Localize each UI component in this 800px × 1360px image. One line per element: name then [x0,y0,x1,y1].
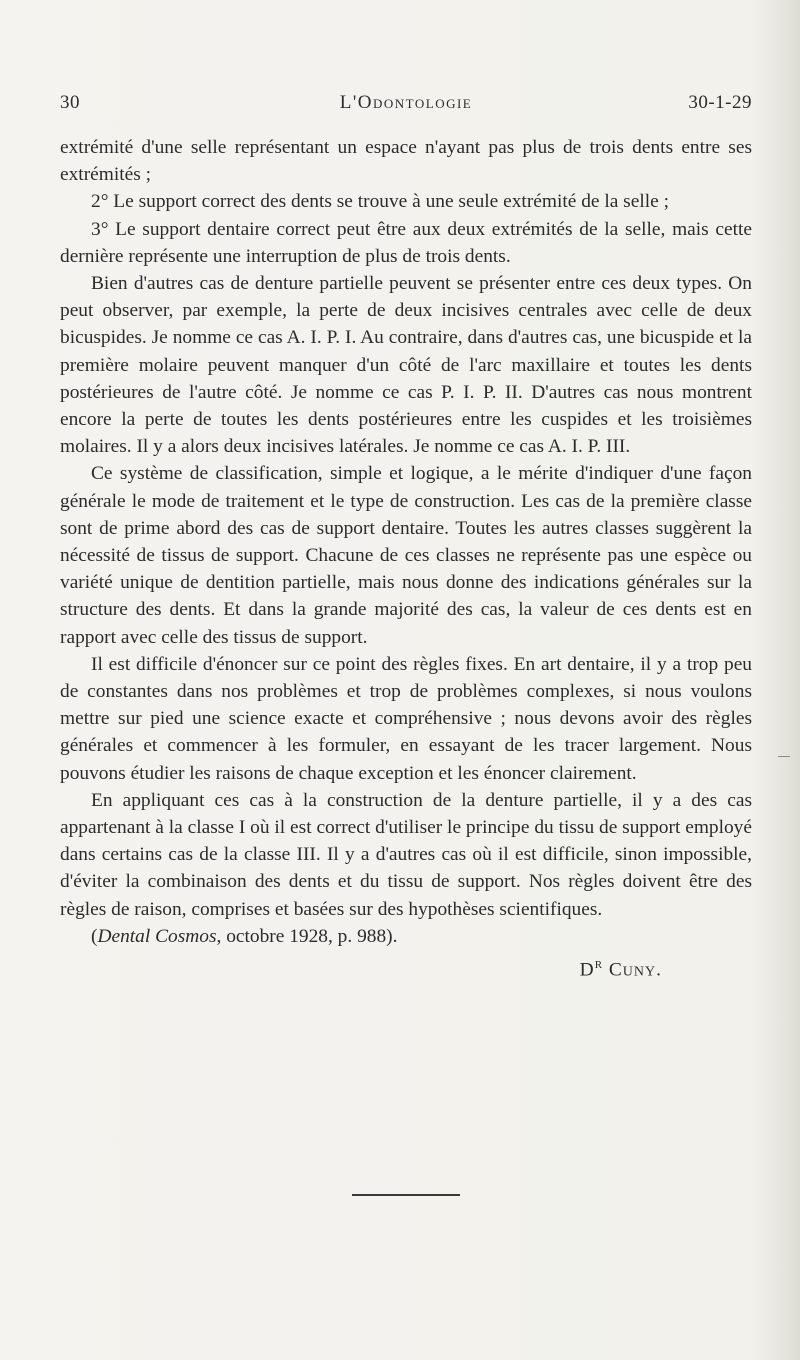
paragraph-rules: Il est difficile d'énoncer sur ce point des règles fixes. En art dentaire, il y a trop peu de constantes dans nos problèmes et trop de problèmes complexes, si nous voulons mettre sur pied une science exacte et compréhensive ; nous devons avoir des règles générales et commencer à les formuler, en essayant de les tracer largement. Nous pouvons étudier les raisons de chaque exception et les énoncer clairement. [60,653,752,784]
issue-date: 30-1-29 [688,92,752,113]
citation-open: ( [91,925,98,947]
citation-details: , octobre 1928, p. 988). [216,925,398,947]
citation-source: Dental Cosmos [97,925,217,947]
article-body [60,134,752,984]
paragraph-application: En appliquant ces cas à la construction de la denture partielle, il y a des cas appartenant à la classe I où il est correct d'utiliser le principe du tissu de support employé dans certains cas de la classe III. Il y a d'autres cas où il est difficile, sinon impossible, d'éviter la combinaison des dents et du tissu de support. Nos règles doivent être des règles de raison, comprises et basées sur des hypothèses scientifiques. [60,789,752,920]
author-signature [60,950,752,984]
paragraph-continuation: extrémité d'une selle représentant un espace n'ayant pas plus de trois dents entre ses extrémités ; [60,137,752,186]
paragraph-item-2: 2° Le support correct des dents se trouve à une seule extrémité de la selle ; [91,191,669,213]
signature-title: D [579,959,595,981]
citation [60,923,752,950]
signature-name: Cuny. [603,959,662,981]
end-rule [352,1194,460,1196]
paragraph-item-3: 3° Le support dentaire correct peut être aux deux extrémités de la selle, mais cette dernière représente une interruption de plus de trois dents. [60,218,752,267]
page-number: 30 [60,92,80,113]
margin-mark [778,756,790,757]
paragraph-partial-dentures: Bien d'autres cas de denture partielle peuvent se présenter entre ces deux types. On peut observer, par exemple, la perte de deux incisives centrales avec celle de deux bicuspides. Je nomme ce cas A. I. P. I. Au contraire, dans d'autres cas, une bicuspide et la première molaire peuvent manquer d'un côté de l'arc maxillaire et toutes les dents postérieures de l'autre côté. Je nomme ce cas P. I. P. II. D'autres cas nous montrent encore la perte de toutes les dents postérieures entre les cuspides et les troisièmes molaires. Il y a alors deux incisives latérales. Je nomme ce cas A. I. P. III. [60,273,752,458]
signature-title-sup: r [594,955,604,973]
paragraph-classification: Ce système de classification, simple et logique, a le mérite d'indiquer d'une façon générale le mode de traitement et le type de construction. Les cas de la première classe sont de prime abord des cas de support dentaire. Toutes les autres classes suggèrent la nécessité de tissus de support. Chacune de ces classes ne représente pas une espèce ou variété unique de dentition partielle, mais nous donne des indications générales sur la structure des dents. Et dans la grande majorité des cas, la valeur de ces dents est en rapport avec celle des tissus de support. [60,463,752,648]
running-header [60,92,752,122]
journal-title: L'Odontologie [339,92,473,113]
